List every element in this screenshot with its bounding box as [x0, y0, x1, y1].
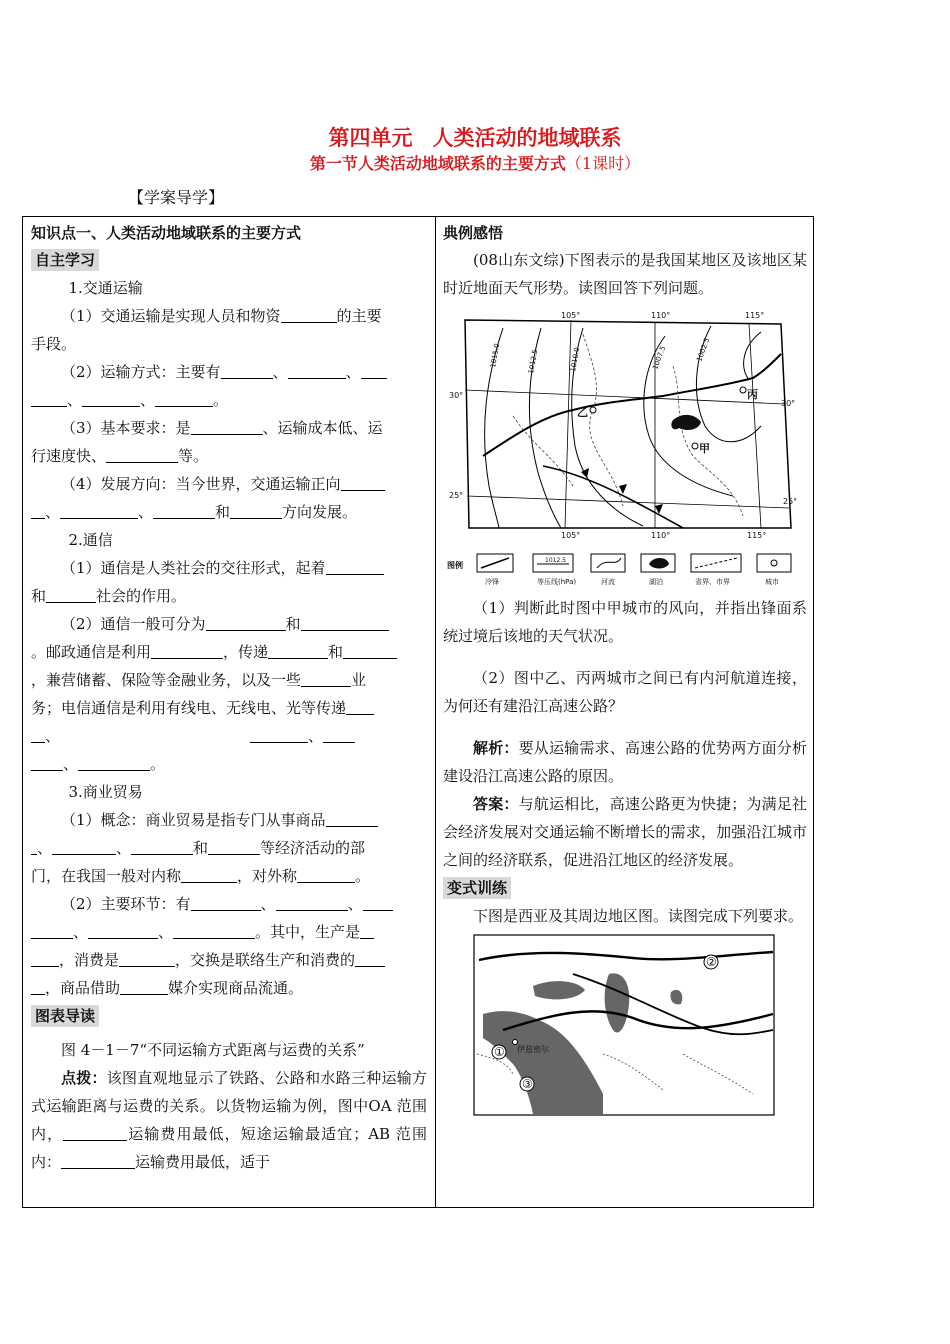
- question-1: （1）判断此时图中甲城市的风向，并指出锋面系统过境后该地的天气状况。: [443, 599, 807, 645]
- cold-front: [543, 466, 683, 528]
- lon-label: 115°: [745, 311, 765, 320]
- question-2: （2）图中乙、丙两城市之间已有内河航道连接，为何还有建沿江高速公路？: [443, 669, 807, 715]
- city-marker: [740, 387, 746, 393]
- legend-item: 河流: [601, 578, 615, 586]
- s1-item2: （2）运输方式：主要有 、 、: [31, 358, 427, 386]
- column-divider: [435, 217, 436, 1207]
- city-label: 甲: [699, 442, 710, 455]
- isobar-label: 1012.5: [527, 348, 540, 375]
- lat-label: 30°: [781, 399, 796, 408]
- tag-self-study: 自主学习: [31, 249, 99, 271]
- legend-river-icon: [597, 558, 621, 568]
- s1-heading: 1.交通运输: [68, 279, 143, 297]
- worksheet-table: [22, 216, 814, 1208]
- legend-cold-front-icon: [481, 558, 509, 568]
- s1-item3: （3）基本要求：是 、运输成本低、运: [31, 414, 427, 442]
- isobar-line: [744, 332, 761, 380]
- map-marker: ①: [494, 1045, 505, 1059]
- s1-item1: （1）交通运输是实现人员和物资 的主要: [31, 302, 427, 330]
- s2-item1: （1）通信是人类社会的交往形式，起着: [31, 554, 427, 582]
- map-marker: ②: [706, 955, 717, 969]
- s2-item2: （2）通信一般可分为 和: [31, 610, 427, 638]
- tag-chart-reading: 图表导读: [31, 1005, 99, 1027]
- s3-item2: （2）主要环节：有 、 、: [31, 890, 427, 918]
- lat-label: 25°: [449, 491, 464, 500]
- lake-shape: [671, 415, 701, 430]
- map-frame: [465, 320, 791, 528]
- s2-heading: 2.通信: [68, 531, 113, 549]
- isobar-label: 1007.5: [651, 344, 668, 371]
- city-label: 乙: [577, 406, 588, 419]
- practice-intro: 下图是西亚及其周边地区图。读图完成下列要求。: [473, 907, 804, 925]
- lon-label: 105°: [561, 531, 581, 540]
- map-marker: ③: [522, 1077, 533, 1091]
- knowledge-point-title: 知识点一、人类活动地域联系的主要方式: [31, 224, 302, 242]
- west-asia-map: [473, 934, 803, 1120]
- answer-paragraph: 答案：与航运相比，高速公路更为快捷；为满足社会经济发展对交通运输不断增长的需求，加强沿江城市之间的经济联系，促进沿江地区的经济发展。: [443, 795, 807, 869]
- city-marker: [692, 443, 698, 449]
- legend-item: 城市: [765, 578, 779, 586]
- isobar-label: 1015.0: [489, 342, 502, 369]
- legend-item: 冷锋: [485, 578, 499, 586]
- lon-label: 115°: [747, 531, 767, 540]
- example-title: 典例感悟: [443, 224, 504, 242]
- legend-border-icon: [695, 558, 737, 568]
- s3-heading: 3.商业贸易: [68, 783, 143, 801]
- lon-label: 110°: [651, 531, 671, 540]
- tag-practice: 变式训练: [443, 877, 511, 899]
- legend-box: [591, 554, 625, 572]
- lat-label: 25°: [783, 497, 798, 506]
- isobar-label: 1002.5: [695, 336, 712, 363]
- isobar-label: 1010.0: [569, 346, 582, 373]
- hint-paragraph: 点拨：该图直观地显示了铁路、公路和水路三种运输方式运输距离与运费的关系。以货物运输为例，图中OA 范围内， 运输费用最低，短途运输最适宜；AB 范围内： 运输费用最低，适于: [31, 1069, 427, 1171]
- left-column: 知识点一、人类活动地域联系的主要方式 自主学习 1.交通运输 （1）交通运输是实现人员和物资 的主要 手段。 （2）运输方式：主要有 、 、 、 、 。 （3）基本要求：是 、运输成本低、运 行速度快、 等。 （4）发展方向：当今世界，交通运输正向 、 、 和 方向发展。 2.通信 （1）通信是人类社会的交往形式，起着 和 社会的作用。 （2）通信一般可分为 和 。邮政通信是利用 ，传递 和 ，兼营储蓄、保险等金融业务，以及一些 业 务；电信通信是利用有线电、无线电、光等传递 、 、 、 。 3.商业贸易 （1）概念：商业贸易是指专门从事商品 、 、 和 等经济活动的部 门，在我国一般对内称 ，对外称 。 （2）主要环节：有 、 、 、 、 。其中，生产是 ，消费是 ，交换是联络生产和消费的 ，商品借助 媒介实现商品流通。 图表导读 图 4－1－7“不同运输方式距离与运费的关系” 点拨：该图直观地显示了铁路、公路和水路三种运输方式运输距离与运费的关系。以货物运输为例，图中OA 范围内， 运输费用最低，短途运输最适宜；AB 范围内： 运输费用最低，适于: [31, 220, 427, 1176]
- cold-front-marker: [581, 468, 589, 478]
- legend-item: 湖泊: [649, 578, 663, 586]
- legend-title: 图例: [447, 561, 463, 570]
- cold-front-marker: [619, 484, 627, 494]
- legend-iso-value: 1012.5: [545, 557, 566, 564]
- lon-label: 105°: [561, 311, 581, 320]
- lat-label: 30°: [449, 391, 464, 400]
- unit-title: 第四单元 人类活动的地域联系: [328, 126, 622, 150]
- s3-item1: （1）概念：商业贸易是指专门从事商品: [31, 806, 427, 834]
- section-title: 第一节人类活动地域联系的主要方式（1课时）: [309, 154, 641, 173]
- legend-item: 等压线(hPa): [537, 578, 577, 586]
- guide-heading: 【学案导学】: [128, 188, 225, 207]
- weather-map: [443, 306, 807, 590]
- city-label: 丙: [747, 388, 758, 401]
- city-label: 伊兹密尔: [517, 1045, 549, 1054]
- figure-caption: 图 4－1－7“不同运输方式距离与运费的关系”: [61, 1041, 365, 1059]
- question-intro: (08山东文综)下图表示的是我国某地区及该地区某时近地面天气形势。读图回答下列问题。: [443, 251, 807, 297]
- s1-item4: （4）发展方向：当今世界，交通运输正向: [31, 470, 427, 498]
- lon-label: 110°: [651, 311, 671, 320]
- isobar-line: [572, 328, 643, 526]
- legend-city-icon: [771, 560, 777, 566]
- city-marker: [513, 1040, 518, 1045]
- legend-item: 省界、市界: [695, 578, 730, 586]
- city-marker: [590, 407, 596, 413]
- blank[interactable]: [281, 304, 337, 323]
- right-column: [443, 220, 807, 1124]
- legend-lake-icon: [649, 558, 669, 569]
- analysis-paragraph: 解析：要从运输需求、高速公路的优势两方面分析建设沿江高速公路的原因。: [443, 739, 807, 785]
